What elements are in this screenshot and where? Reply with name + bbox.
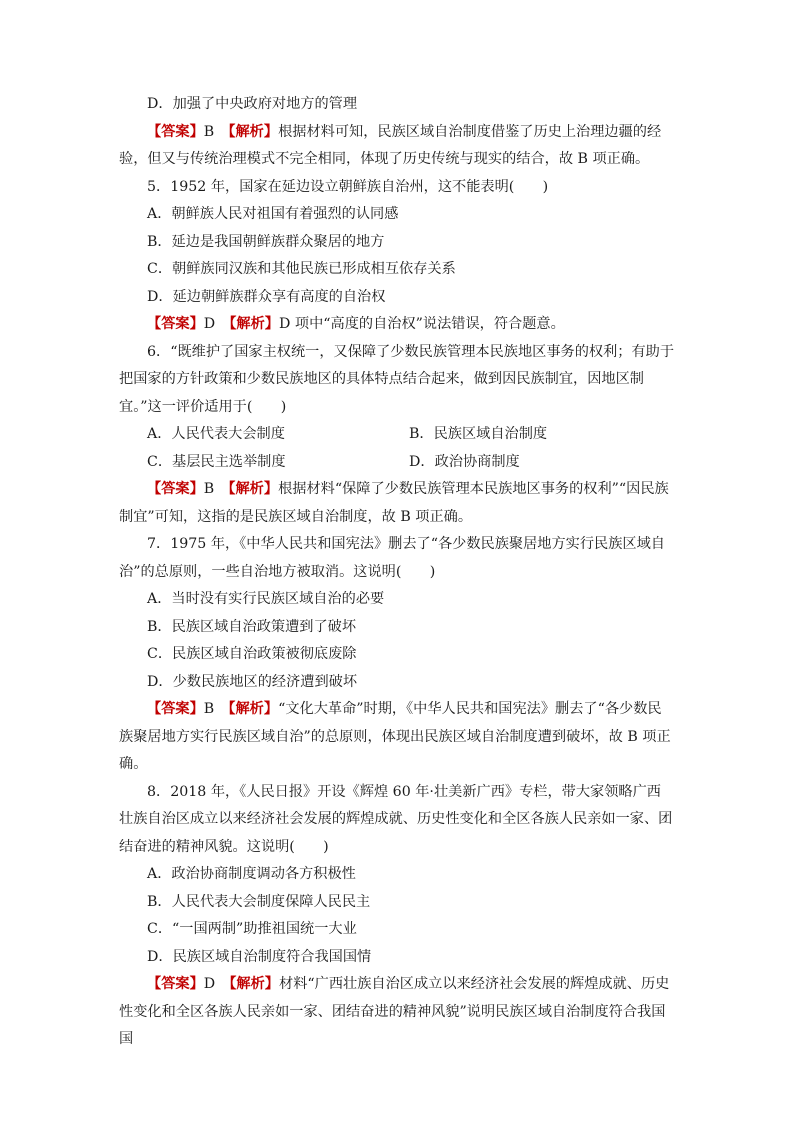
answer-option: A．人民代表大会制度 [147, 426, 285, 442]
analysis-label: 【解析】 [229, 976, 279, 992]
question-stem: 8．2018 年，《人民日报》开设《辉煌 60 年·壮美新广西》专栏，带大家领略广西壮族自治区成立以来经济社会发展的辉煌成就、历史性变化和全区各族人民亲如一家、团结奋进的精神风貌。这说明( ) [119, 783, 673, 855]
answer-option: D．延边朝鲜族群众享有高度的自治权 [147, 288, 386, 305]
answer-label: 【答案】 [147, 701, 204, 717]
option-row [119, 449, 675, 477]
answer-value: B [203, 701, 215, 717]
answer-explanation [119, 971, 675, 1054]
answer-option: C．民族区域自治政策被彻底废除 [147, 646, 357, 662]
document-page [119, 91, 675, 1054]
answer-option: B．民族区域自治制度 [409, 426, 548, 442]
question-stem: 6．“既维护了国家主权统一，又保障了少数民族管理本民族地区事务的权利；有助于把国家的方针政策和少数民族地区的具体特点结合起来，做到因民族制宜，因地区制宜。”这一评价适用于( ) [119, 343, 675, 415]
question-stem: 5．1952 年，国家在延边设立朝鲜族自治州，这不能表明( ) [147, 178, 549, 195]
spacer [215, 316, 229, 332]
analysis-label: 【解析】 [228, 123, 279, 140]
analysis-label: 【解析】 [228, 701, 279, 717]
question-stem: 7．1975 年，《中华人民共和国宪法》删去了“各少数民族聚居地方实行民族区域自治”的总原则，一些自治地方被取消。这说明( ) [119, 536, 665, 580]
answer-value: B [203, 123, 215, 140]
analysis-text: 根据材料“保障了少数民族管理本民族地区事务的权利”“因民族制宜”可知，这指的是民族区域自治制度，故 B 项正确。 [119, 481, 669, 525]
analysis-label: 【解析】 [228, 481, 279, 497]
answer-option: B．人民代表大会制度保障人民民主 [147, 893, 371, 910]
answer-explanation [119, 696, 675, 779]
answer-option: C．“一国两制”助推祖国统一大业 [147, 921, 357, 937]
answer-value: D [203, 976, 216, 992]
spacer [214, 124, 228, 140]
answer-option: A．政治协商制度调动各方积极性 [147, 866, 356, 882]
answer-option: A．朝鲜族人民对祖国有着强烈的认同感 [147, 206, 399, 222]
answer-option: A．当时没有实行民族区域自治的必要 [147, 591, 385, 607]
analysis-label: 【解析】 [229, 316, 279, 332]
answer-label: 【答案】 [147, 123, 204, 140]
analysis-text: 根据材料可知，民族区域自治制度借鉴了历史上治理边疆的经验，但又与传统治理模式不完全相同，体现了历史传统与现实的结合，故 B 项正确。 [119, 123, 662, 167]
answer-label: 【答案】 [147, 481, 204, 497]
answer-option: C．基层民主选举制度 [147, 453, 286, 470]
answer-value: D [203, 316, 216, 332]
answer-explanation [119, 476, 675, 531]
spacer [215, 976, 229, 992]
analysis-text: D 项中“高度的自治权”说法错误，符合题意。 [279, 316, 565, 332]
answer-option: D．政治协商制度 [409, 453, 520, 470]
spacer [214, 481, 228, 497]
answer-value: B [203, 481, 215, 497]
answer-option: D．加强了中央政府对地方的管理 [147, 96, 358, 112]
spacer [214, 701, 228, 717]
answer-explanation [119, 119, 675, 174]
answer-option: D．民族区域自治制度符合我国国情 [147, 948, 372, 965]
answer-option: C．朝鲜族同汉族和其他民族已形成相互依存关系 [147, 261, 456, 277]
answer-option: B．民族区域自治政策遭到了破坏 [147, 618, 357, 635]
answer-option: D．少数民族地区的经济遭到破坏 [147, 673, 358, 690]
answer-label: 【答案】 [147, 976, 204, 992]
option-row [119, 421, 675, 449]
answer-label: 【答案】 [147, 316, 204, 332]
analysis-text: “文化大革命”时期，《中华人民共和国宪法》删去了“各少数民族聚居地方实行民族区域自治”的总原则，体现出民族区域自治制度遭到破坏，故 B 项正确。 [119, 701, 671, 772]
answer-option: B．延边是我国朝鲜族群众聚居的地方 [147, 233, 385, 250]
analysis-text: 材料“广西壮族自治区成立以来经济社会发展的辉煌成就、历史性变化和全区各族人民亲如一家、团结奋进的精神风貌”说明民族区域自治制度符合我国国 [119, 976, 670, 1047]
answer-explanation [119, 311, 675, 339]
